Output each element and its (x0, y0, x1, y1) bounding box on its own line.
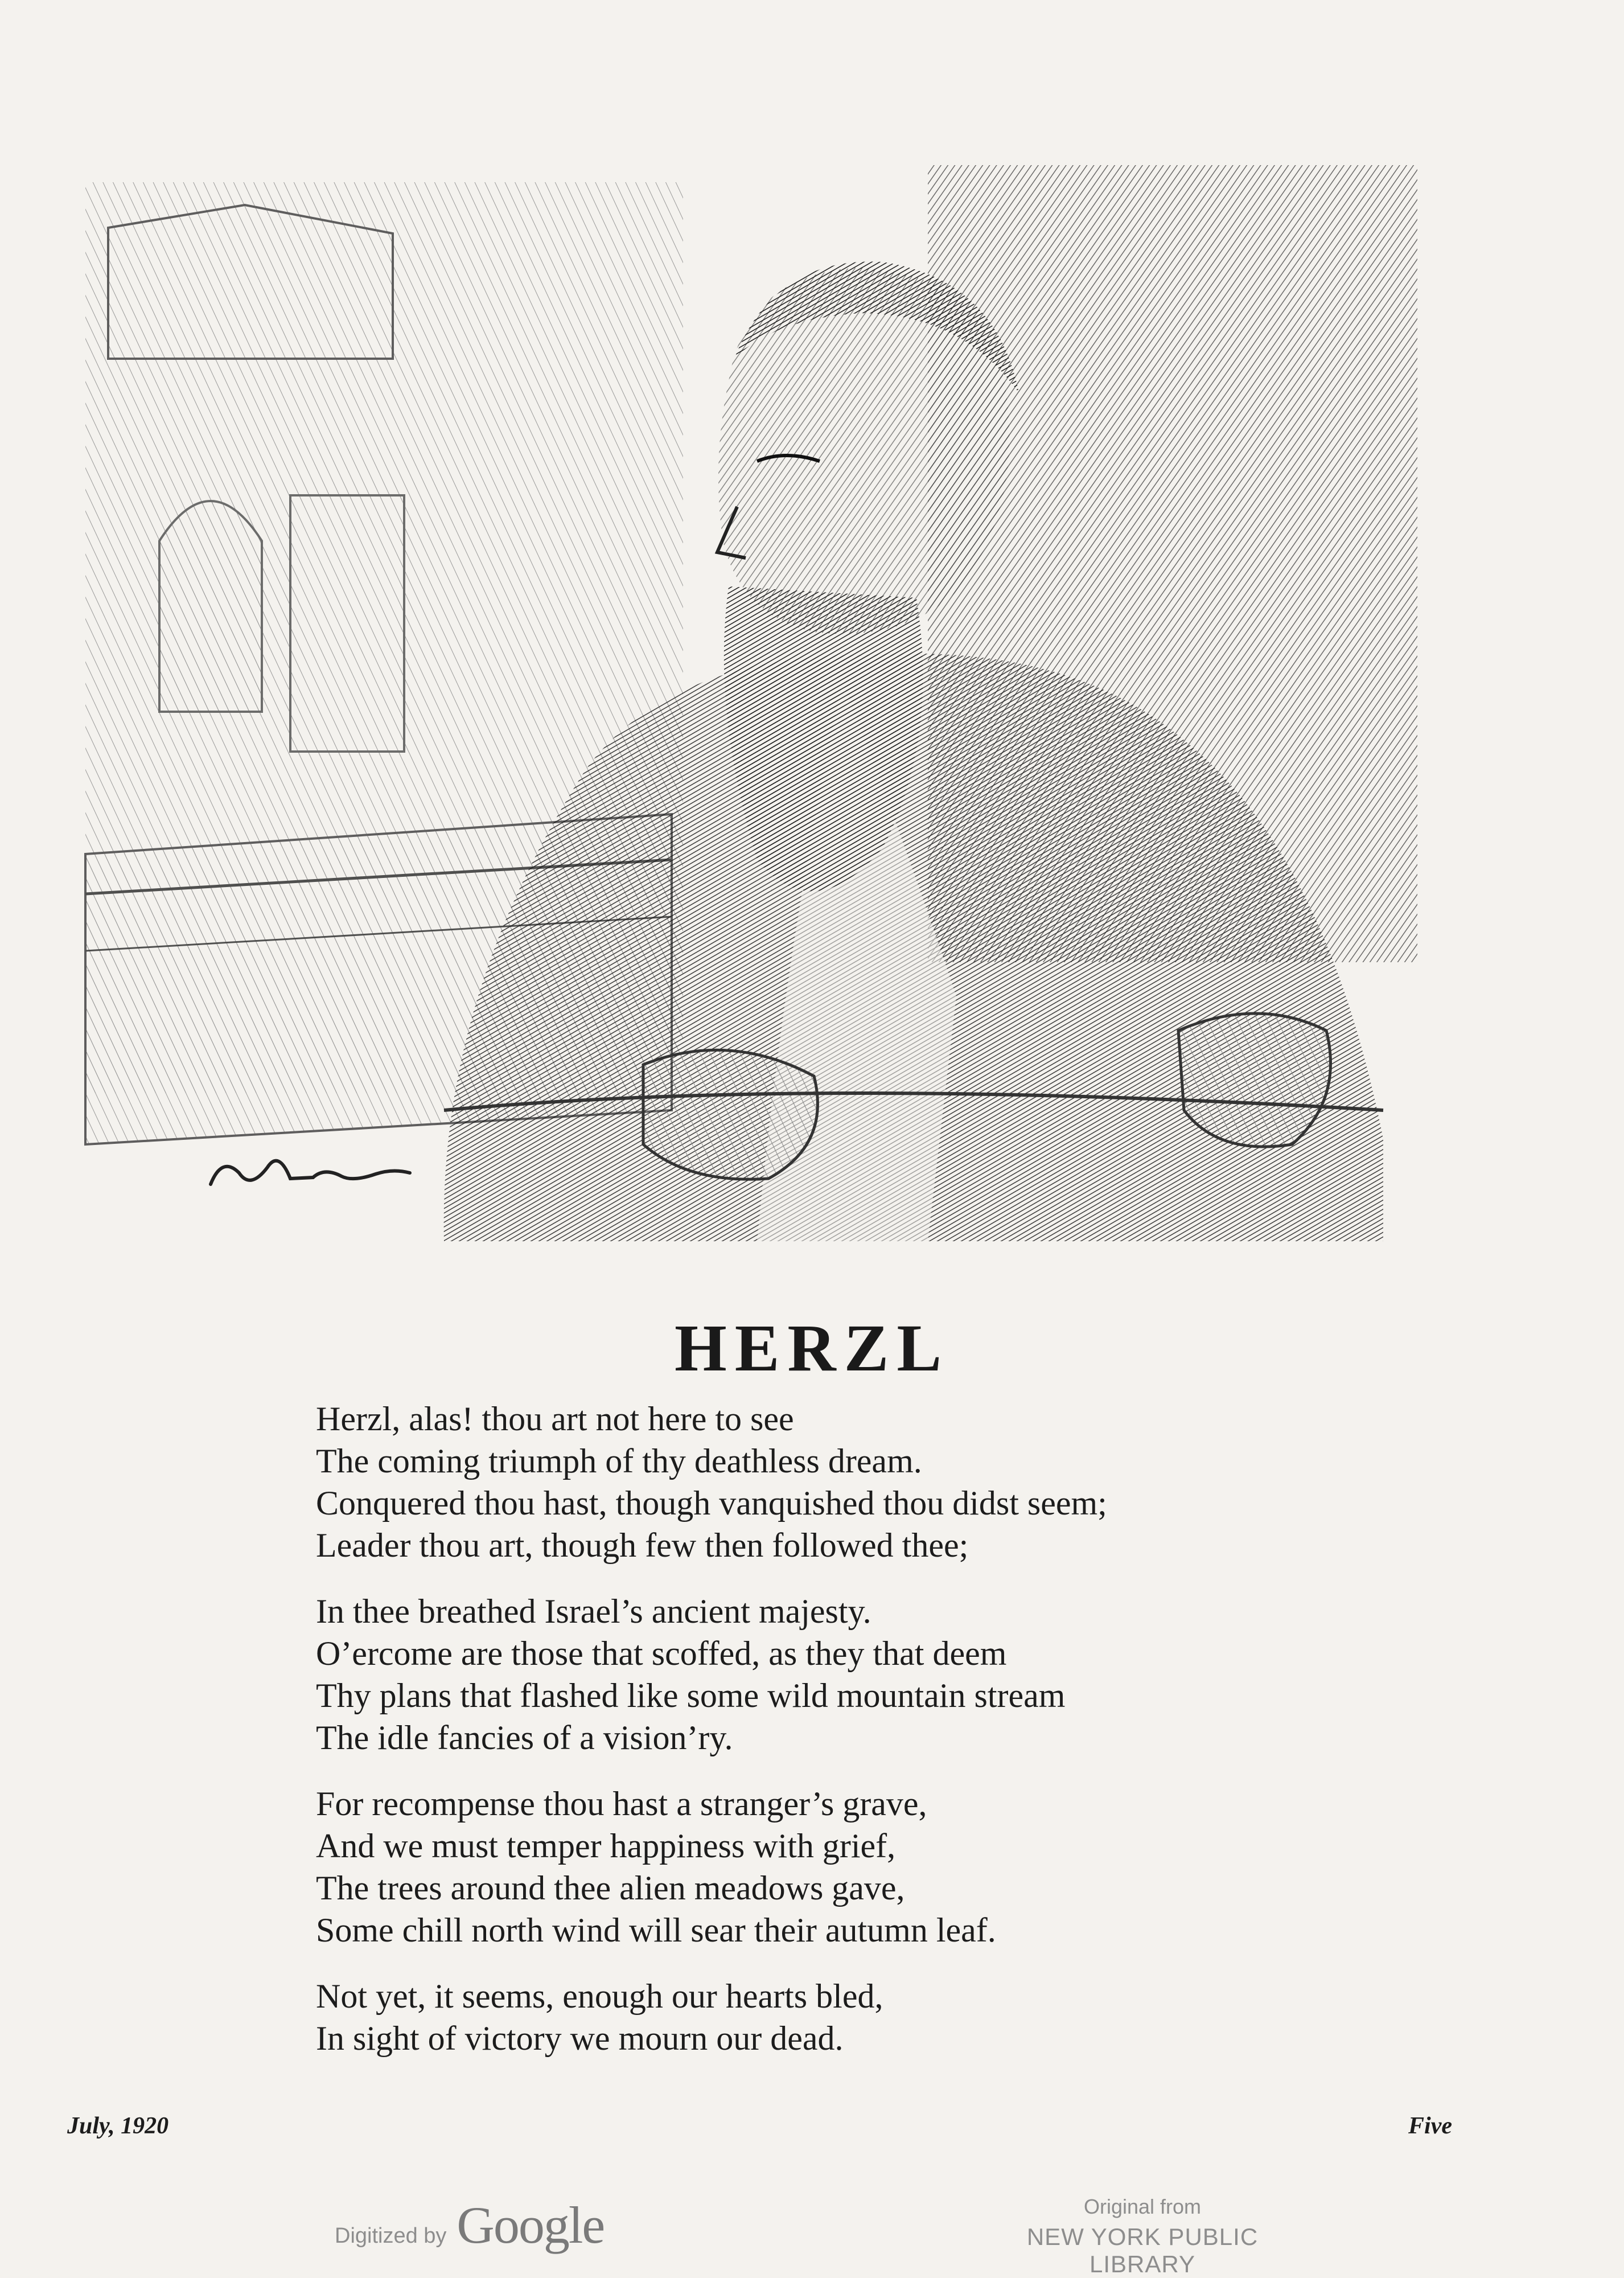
poem-line: Conquered thou hast, though vanquished thou didst seem; (316, 1484, 1107, 1522)
poem-line: Herzl, alas! thou art not here to see (316, 1400, 794, 1438)
stanza-4 (316, 1975, 1397, 2059)
portrait-drawing (74, 142, 1423, 1253)
poem-line: The idle fancies of a vision’ry. (316, 1719, 733, 1756)
poem-line: Not yet, it seems, enough our hearts bled, (316, 1977, 883, 2015)
poem-line: In sight of victory we mourn our dead. (316, 2020, 844, 2057)
poem-line: Some chill north wind will sear their autumn leaf. (316, 1911, 996, 1949)
poem-line: Leader thou art, though few then followed thee; (316, 1526, 969, 1564)
poem-line: The trees around thee alien meadows gave, (316, 1869, 905, 1907)
poem-line: O’ercome are those that scoffed, as they that deem (316, 1635, 1007, 1672)
poem-body (316, 1398, 1397, 2083)
digitized-by-watermark (335, 2195, 604, 2255)
poem-line: And we must temper happiness with grief, (316, 1827, 896, 1865)
poem-line: Thy plans that flashed like some wild mountain stream (316, 1677, 1066, 1714)
portrait-illustration (74, 142, 1423, 1253)
issue-date: July, 1920 (67, 2113, 169, 2139)
google-logo: Google (457, 2196, 605, 2254)
page-number: Five (1408, 2113, 1452, 2139)
poem-line: In thee breathed Israel’s ancient majesty. (316, 1592, 871, 1630)
library-watermark (975, 2195, 1310, 2278)
library-name: NEW YORK PUBLIC LIBRARY (1026, 2223, 1259, 2277)
artist-signature (205, 1133, 421, 1201)
poem-line: The coming triumph of thy deathless dream. (316, 1442, 922, 1480)
digitized-label: Digitized by (335, 2224, 447, 2248)
poem-line: For recompense thou hast a stranger’s grave, (316, 1785, 927, 1823)
stanza-3 (316, 1783, 1397, 1951)
stanza-2 (316, 1590, 1397, 1759)
stanza-1 (316, 1398, 1397, 1566)
poem-title: HERZL (674, 1311, 950, 1385)
original-from-label: Original from (1083, 2195, 1202, 2218)
